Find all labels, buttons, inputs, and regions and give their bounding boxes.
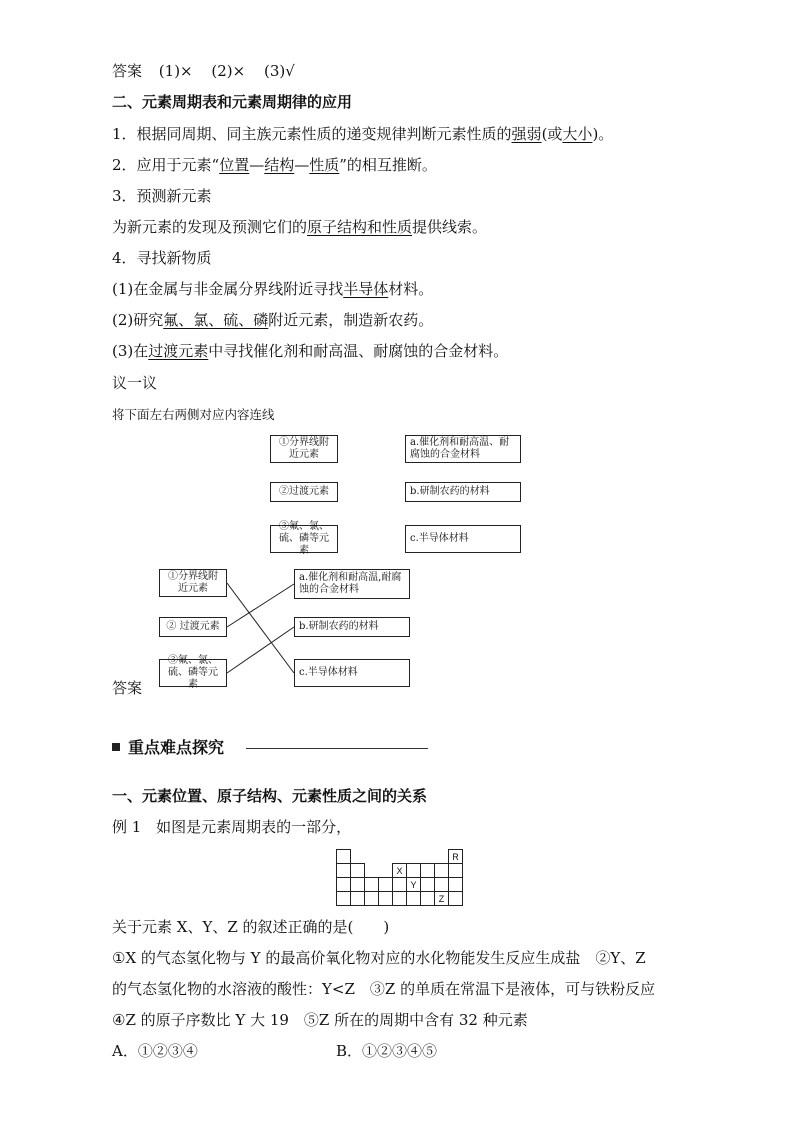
p4-text: 为新元素的发现及预测它们的 [112, 218, 308, 236]
section-heading-applications: 二、元素周期表和元素周期律的应用 [112, 93, 353, 111]
question-right-label-c: c.半导体材料 [410, 533, 469, 544]
grid-empty [351, 850, 365, 864]
grid-cell [337, 850, 351, 864]
answer-left-label-3: ③氟、氯、硫、磷等元素 [168, 655, 218, 690]
discuss-title: 议一议 [112, 374, 158, 392]
grid-empty [365, 864, 379, 878]
p2-dash-2: — [294, 156, 310, 174]
connector-1-to-c [227, 583, 294, 673]
paragraph-5: 4．寻找新物质 [112, 249, 212, 267]
example-1 [112, 818, 351, 836]
p8-underline: 过渡元素 [148, 342, 209, 360]
answer-right-label-c: c.半导体材料 [299, 667, 358, 678]
grid-cell [337, 878, 351, 892]
example-text: 如图是元素周期表的一部分， [156, 818, 352, 836]
p2-text: 2．应用于元素“ [112, 156, 220, 174]
grid-cell [449, 864, 463, 878]
grid-cell [421, 878, 435, 892]
statement-line-2: 的气态氢化物的水溶液的酸性：Y<Z ③Z 的单质在常温下是液体，可与铁粉反应 [112, 980, 656, 998]
p6-underline: 半导体 [343, 280, 389, 298]
p4-underline: 原子结构和性质 [307, 218, 413, 236]
grid-cell [379, 892, 393, 906]
p7-text: (2)研究 [112, 311, 164, 329]
grid-cell-r: R [449, 850, 463, 864]
p1-mid: (或 [541, 125, 563, 143]
grid-cell [379, 878, 393, 892]
question-right-label-a: a.催化剂和耐高温、耐腐蚀的合金材料 [410, 437, 510, 460]
paragraph-3: 3．预测新元素 [112, 187, 212, 205]
grid-cell [435, 878, 449, 892]
focus-heading: 重点难点探究 [128, 738, 225, 757]
connector-3-to-b [227, 627, 294, 673]
grid-empty [379, 864, 393, 878]
p2-underline-3: 性质 [309, 156, 340, 174]
answer-item-2: (2)× [211, 62, 246, 80]
question-text: 关于元素 X、Y、Z 的叙述正确的是( ) [112, 918, 390, 936]
answer-item-1: (1)× [158, 62, 193, 80]
p7-end: 附近元素，制造新农药。 [268, 311, 434, 329]
grid-cell [351, 878, 365, 892]
grid-cell [421, 864, 435, 878]
grid-cell [393, 892, 407, 906]
grid-cell [393, 878, 407, 892]
p1-underline-2: 大小 [562, 125, 593, 143]
grid-cell [435, 864, 449, 878]
grid-empty [365, 850, 379, 864]
question-left-label-3: ③氟、氯、硫、磷等元素 [279, 521, 329, 556]
section-rule [246, 748, 428, 749]
grid-cell [421, 892, 435, 906]
grid-cell-y: Y [407, 878, 421, 892]
grid-cell-z: Z [435, 892, 449, 906]
periodic-table-fragment [336, 849, 463, 906]
p6-end: 材料。 [388, 280, 434, 298]
p6-text: (1)在金属与非金属分界线附近寻找 [112, 280, 344, 298]
grid-cell [407, 864, 421, 878]
option-b: B．①②③④⑤ [336, 1042, 438, 1060]
p8-end: 中寻找催化剂和耐高温、耐腐蚀的合金材料。 [208, 342, 509, 360]
answer-label: 答案 [112, 62, 143, 80]
option-a: A．①②③④ [112, 1042, 198, 1060]
p1-underline-1: 强弱 [511, 125, 542, 143]
grid-cell [337, 892, 351, 906]
grid-cell [449, 892, 463, 906]
discuss-instruction: 将下面左右两侧对应内容连线 [112, 407, 275, 422]
statement-line-1: ①X 的气态氢化物与 Y 的最高价氧化物对应的水化物能发生反应生成盐 ②Y、Z [112, 949, 646, 967]
p1-end: )。 [592, 125, 614, 143]
grid-cell [351, 892, 365, 906]
p1-text: 1．根据同周期、同主族元素性质的递变规律判断元素性质的 [112, 125, 512, 143]
question-left-label-1: ①分界线附近元素 [279, 437, 329, 460]
question-left-label-2: ②过渡元素 [279, 486, 329, 497]
p2-underline-1: 位置 [219, 156, 250, 174]
question-right-label-b: b.研制农药的材料 [410, 486, 490, 497]
statement-line-3: ④Z 的原子序数比 Y 大 19 ⑤Z 所在的周期中含有 32 种元素 [112, 1011, 528, 1029]
p7-underline: 氟、氯、硫、磷 [163, 311, 269, 329]
example-label: 例 1 [112, 818, 142, 836]
grid-empty [421, 850, 435, 864]
p4-end: 提供线索。 [412, 218, 488, 236]
p2-end: ”的相互推断。 [339, 156, 437, 174]
grid-empty [407, 850, 421, 864]
grid-cell-x: X [393, 864, 407, 878]
answer-right-label-a: a.催化剂和耐高温,耐腐蚀的合金材料 [299, 572, 402, 595]
grid-cell [449, 878, 463, 892]
connector-2-to-a [227, 584, 294, 627]
answer-left-label-2: ② 过渡元素 [166, 621, 220, 632]
p2-dash-1: — [249, 156, 265, 174]
grid-empty [435, 850, 449, 864]
discuss-answer-label: 答案 [112, 679, 143, 697]
grid-cell [407, 892, 421, 906]
grid-empty [379, 850, 393, 864]
p8-text: (3)在 [112, 342, 149, 360]
grid-cell [365, 878, 379, 892]
grid-cell [337, 864, 351, 878]
focus-subheading: 一、元素位置、原子结构、元素性质之间的关系 [112, 787, 428, 805]
grid-empty [393, 850, 407, 864]
section-marker-icon [112, 743, 120, 751]
answer-left-label-1: ①分界线附近元素 [168, 571, 218, 594]
answer-item-3: (3)√ [264, 62, 295, 80]
grid-cell [365, 892, 379, 906]
grid-cell [351, 864, 365, 878]
answer-right-label-b: b.研制农药的材料 [299, 621, 379, 632]
p2-underline-2: 结构 [264, 156, 295, 174]
